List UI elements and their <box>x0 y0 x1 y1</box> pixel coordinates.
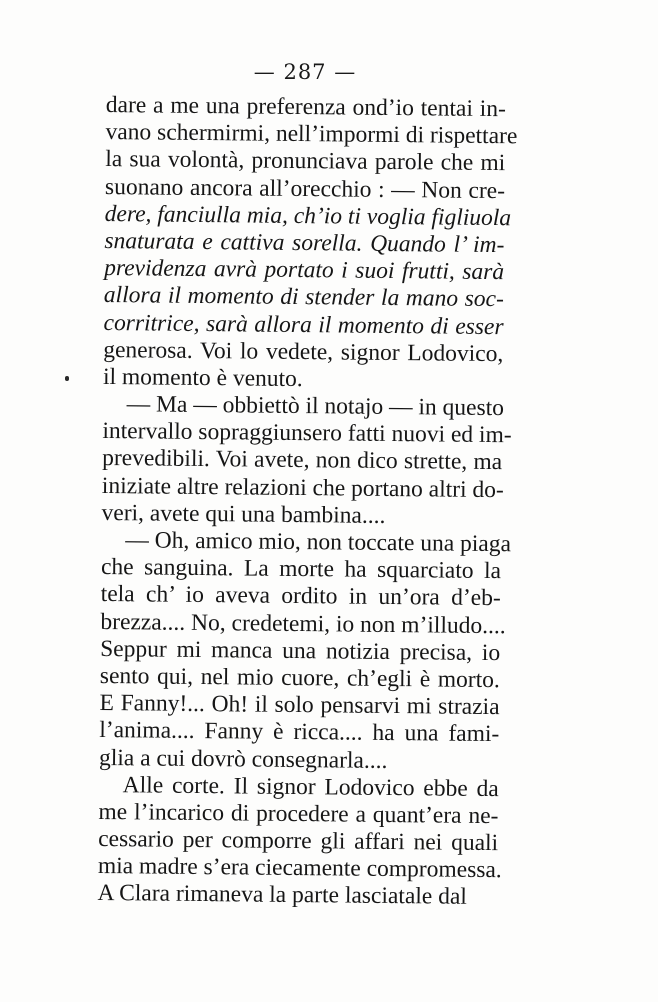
text-line: dare a me una preferenza ond’io tentai in- <box>105 92 506 123</box>
text-line: mia madre s’era ciecamente compromessa. <box>97 853 502 884</box>
text-line: la sua volontà, pronunciava parole che mi <box>105 146 506 177</box>
text-line: generosa. Voi lo vedete, signor Lodovico, <box>103 336 504 367</box>
text-line: suonano ancora all’orecchio : — Non cre- <box>104 173 506 204</box>
text-line: Alle corte. Il signor Lodovico ebbe da <box>122 771 499 802</box>
text-line: iniziate altre relazioni che portano altri do- <box>101 472 504 503</box>
text-line: sento qui, nel mio cuore, ch’egli è morto. <box>99 662 500 694</box>
text-line: vano schermirmi, nell’impormi di rispettare <box>105 119 518 150</box>
text-line: Seppur mi manca una notizia precisa, io <box>100 635 501 666</box>
text-line: — Oh, amico mio, non toccate una piaga <box>125 527 512 558</box>
text-line: previdenza avrà portato i suoi frutti, sarà <box>104 255 505 286</box>
body-text <box>97 92 518 912</box>
text-line: cessario per comporre gli affari nei quali <box>98 826 499 857</box>
page-number: — 287 — <box>253 60 357 84</box>
text-line: prevedibili. Voi avete, non dico strette, ma <box>102 445 503 476</box>
paragraph <box>97 771 502 912</box>
text-line: snaturata e cattiva sorella. Quando l’ im- <box>104 227 505 259</box>
text-line: allora il momento di stender la mano soc- <box>103 282 504 313</box>
text-line: dere, fanciulla mia, ch’io ti voglia figliuola <box>104 200 512 231</box>
text-line: — Ma — obbiettò il notajo — in questo <box>126 391 505 422</box>
text-line: veri, avete qui una bambina.... <box>101 499 386 529</box>
text-line: me l’incarico di procedere a quant’era ne- <box>98 798 499 830</box>
text-line: E Fanny!... Oh! il solo pensarvi mi strazia <box>99 690 500 721</box>
paragraph <box>102 92 518 395</box>
text-line: il momento è venuto. <box>102 363 303 392</box>
margin-speck <box>65 376 69 381</box>
text-line: glia a cui dovrò consegnarla.... <box>98 744 388 774</box>
text-line: A Clara rimaneva la parte lasciatale dal <box>97 880 468 911</box>
text-line: corritrice, sarà allora il momento di esser <box>103 309 504 340</box>
text-line: intervallo sopraggiunsero fatti nuovi ed im- <box>102 418 512 449</box>
paragraph <box>98 527 512 776</box>
paragraph <box>101 391 512 531</box>
text-line: che sanguina. La morte ha squarciato la <box>100 554 502 585</box>
text-line: l’anima.... Fanny è ricca.... ha una fami- <box>99 717 500 748</box>
text-line: tela ch’ io aveva ordito in un’ora d’eb- <box>100 581 501 612</box>
text-line: brezza.... No, credetemi, io non m’illudo.... <box>100 608 506 639</box>
